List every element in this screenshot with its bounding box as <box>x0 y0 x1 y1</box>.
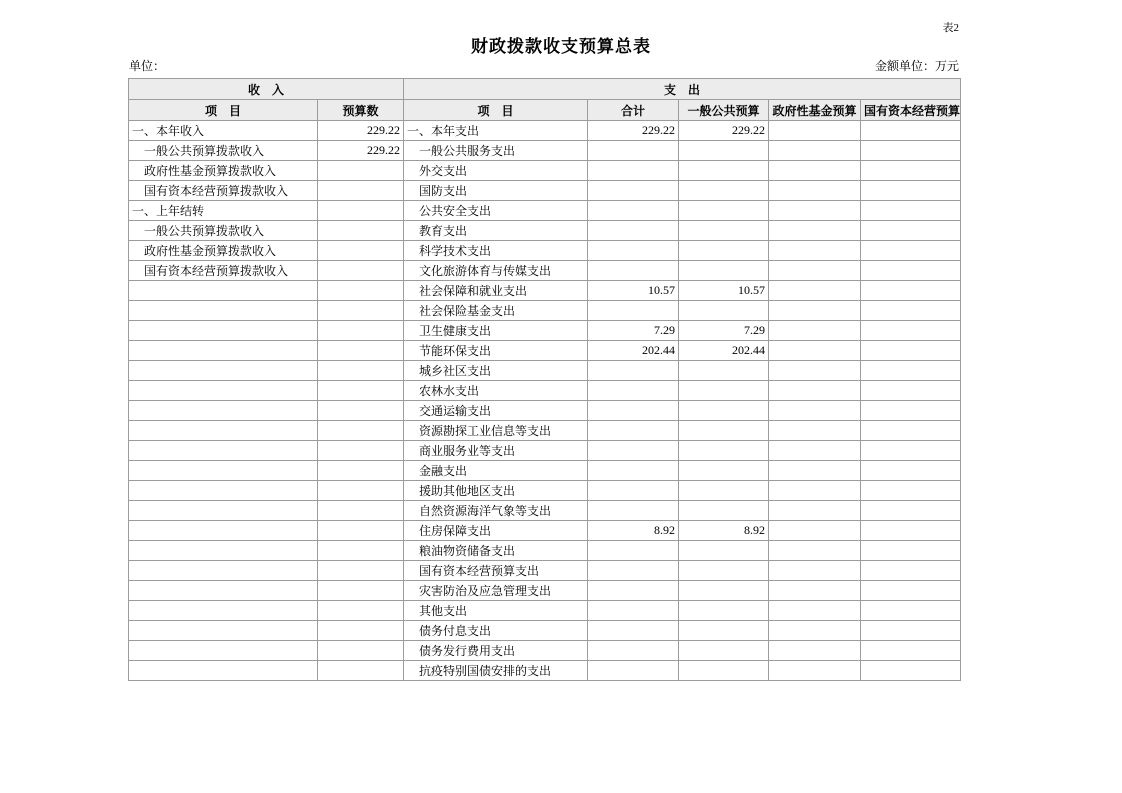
expense-item-cell: 外交支出 <box>404 161 588 181</box>
expense-total-cell <box>588 661 679 681</box>
expense-gov-fund-cell <box>769 141 861 161</box>
expense-item-cell: 科学技术支出 <box>404 241 588 261</box>
expense-general-public-cell: 202.44 <box>679 341 769 361</box>
expense-state-capital-cell <box>861 201 961 221</box>
income-item-cell <box>129 281 318 301</box>
income-budget-cell <box>318 221 404 241</box>
expense-general-public-cell <box>679 141 769 161</box>
expense-gov-fund-cell <box>769 301 861 321</box>
expense-gov-fund-cell <box>769 241 861 261</box>
income-budget-cell <box>318 481 404 501</box>
table-row <box>129 621 961 641</box>
income-budget-cell <box>318 381 404 401</box>
table-body <box>129 121 961 681</box>
column-header-row <box>129 100 961 121</box>
income-item-cell <box>129 321 318 341</box>
expense-general-public-cell <box>679 261 769 281</box>
income-budget-cell <box>318 281 404 301</box>
income-budget-cell: 229.22 <box>318 121 404 141</box>
expense-general-public-cell <box>679 461 769 481</box>
income-budget-cell <box>318 541 404 561</box>
income-item-cell <box>129 421 318 441</box>
expense-gov-fund-cell <box>769 381 861 401</box>
income-item-cell: 国有资本经营预算拨款收入 <box>129 261 318 281</box>
expense-general-public-cell <box>679 161 769 181</box>
unit-label: 单位： <box>129 59 166 73</box>
expense-item-cell: 社会保障和就业支出 <box>404 281 588 301</box>
income-item-cell <box>129 381 318 401</box>
income-budget-cell <box>318 521 404 541</box>
expense-gov-fund-cell <box>769 481 861 501</box>
expense-total-cell <box>588 581 679 601</box>
expense-state-capital-cell <box>861 121 961 141</box>
table-row <box>129 201 961 221</box>
expense-item-cell: 城乡社区支出 <box>404 361 588 381</box>
income-budget-cell <box>318 421 404 441</box>
expense-general-public-cell <box>679 581 769 601</box>
expense-gov-fund-cell <box>769 201 861 221</box>
expense-total-cell <box>588 601 679 621</box>
income-budget-cell <box>318 261 404 281</box>
income-budget-cell <box>318 461 404 481</box>
expense-total-cell <box>588 401 679 421</box>
income-item-cell <box>129 521 318 541</box>
income-item-cell: 国有资本经营预算拨款收入 <box>129 181 318 201</box>
expense-state-capital-cell <box>861 321 961 341</box>
expense-item-cell: 一般公共服务支出 <box>404 141 588 161</box>
expense-total-cell <box>588 501 679 521</box>
income-budget-cell <box>318 581 404 601</box>
income-item-cell <box>129 661 318 681</box>
expense-gov-fund-cell <box>769 461 861 481</box>
expense-state-capital-cell <box>861 401 961 421</box>
table-row <box>129 341 961 361</box>
income-item-cell: 一、本年收入 <box>129 121 318 141</box>
col-header-state-capital: 国有资本经营预算 <box>861 100 961 121</box>
expense-gov-fund-cell <box>769 161 861 181</box>
expense-state-capital-cell <box>861 281 961 301</box>
expense-item-cell: 教育支出 <box>404 221 588 241</box>
expense-item-cell: 债务付息支出 <box>404 621 588 641</box>
table-row <box>129 481 961 501</box>
expense-general-public-cell <box>679 561 769 581</box>
expense-state-capital-cell <box>861 381 961 401</box>
expense-state-capital-cell <box>861 361 961 381</box>
expense-state-capital-cell <box>861 241 961 261</box>
expense-gov-fund-cell <box>769 521 861 541</box>
table-row <box>129 241 961 261</box>
col-header-income-item: 项 目 <box>129 100 318 121</box>
income-item-cell <box>129 581 318 601</box>
expense-total-cell <box>588 481 679 501</box>
table-row <box>129 561 961 581</box>
table-row <box>129 581 961 601</box>
expense-state-capital-cell <box>861 141 961 161</box>
expense-total-cell <box>588 181 679 201</box>
income-group-header: 收 入 <box>129 79 404 100</box>
table-header <box>129 79 961 121</box>
expense-general-public-cell: 7.29 <box>679 321 769 341</box>
expense-state-capital-cell <box>861 221 961 241</box>
income-item-cell <box>129 341 318 361</box>
expense-general-public-cell: 229.22 <box>679 121 769 141</box>
expense-total-cell: 8.92 <box>588 521 679 541</box>
table-row <box>129 181 961 201</box>
expense-state-capital-cell <box>861 601 961 621</box>
income-item-cell: 一般公共预算拨款收入 <box>129 221 318 241</box>
expense-gov-fund-cell <box>769 281 861 301</box>
expense-total-cell <box>588 241 679 261</box>
expense-item-cell: 交通运输支出 <box>404 401 588 421</box>
expense-total-cell: 7.29 <box>588 321 679 341</box>
expense-total-cell: 229.22 <box>588 121 679 141</box>
expense-state-capital-cell <box>861 481 961 501</box>
income-item-cell <box>129 561 318 581</box>
income-item-cell <box>129 461 318 481</box>
expense-item-cell: 商业服务业等支出 <box>404 441 588 461</box>
expense-gov-fund-cell <box>769 221 861 241</box>
income-budget-cell <box>318 201 404 221</box>
table-row <box>129 361 961 381</box>
expense-general-public-cell <box>679 501 769 521</box>
income-budget-cell <box>318 341 404 361</box>
income-budget-cell <box>318 561 404 581</box>
income-budget-cell: 229.22 <box>318 141 404 161</box>
expense-gov-fund-cell <box>769 661 861 681</box>
table-row <box>129 601 961 621</box>
income-budget-cell <box>318 601 404 621</box>
table-row <box>129 281 961 301</box>
expense-gov-fund-cell <box>769 181 861 201</box>
table-row <box>129 321 961 341</box>
expense-item-cell: 其他支出 <box>404 601 588 621</box>
expense-item-cell: 一、本年支出 <box>404 121 588 141</box>
income-budget-cell <box>318 301 404 321</box>
expense-general-public-cell <box>679 201 769 221</box>
expense-state-capital-cell <box>861 441 961 461</box>
expense-item-cell: 灾害防治及应急管理支出 <box>404 581 588 601</box>
expense-general-public-cell <box>679 541 769 561</box>
income-budget-cell <box>318 321 404 341</box>
expense-state-capital-cell <box>861 561 961 581</box>
expense-state-capital-cell <box>861 661 961 681</box>
table-row <box>129 521 961 541</box>
table-row <box>129 661 961 681</box>
expense-item-cell: 资源勘探工业信息等支出 <box>404 421 588 441</box>
group-header-row <box>129 79 961 100</box>
table-row <box>129 541 961 561</box>
expense-state-capital-cell <box>861 461 961 481</box>
expense-total-cell <box>588 381 679 401</box>
expense-gov-fund-cell <box>769 601 861 621</box>
expense-gov-fund-cell <box>769 581 861 601</box>
page-title: 财政拨款收支预算总表 <box>471 37 651 56</box>
expense-gov-fund-cell <box>769 561 861 581</box>
col-header-general-public: 一般公共预算 <box>679 100 769 121</box>
income-item-cell: 政府性基金预算拨款收入 <box>129 161 318 181</box>
expense-gov-fund-cell <box>769 321 861 341</box>
expense-item-cell: 社会保险基金支出 <box>404 301 588 321</box>
expense-general-public-cell <box>679 601 769 621</box>
expense-gov-fund-cell <box>769 341 861 361</box>
expense-general-public-cell <box>679 641 769 661</box>
expense-state-capital-cell <box>861 541 961 561</box>
expense-state-capital-cell <box>861 341 961 361</box>
expense-gov-fund-cell <box>769 361 861 381</box>
expense-total-cell <box>588 261 679 281</box>
expense-item-cell: 金融支出 <box>404 461 588 481</box>
income-item-cell <box>129 601 318 621</box>
income-budget-cell <box>318 641 404 661</box>
expense-general-public-cell <box>679 181 769 201</box>
income-item-cell: 一、上年结转 <box>129 201 318 221</box>
expense-item-cell: 公共安全支出 <box>404 201 588 221</box>
expense-state-capital-cell <box>861 581 961 601</box>
table-row <box>129 221 961 241</box>
col-header-expense-item: 项 目 <box>404 100 588 121</box>
table-row <box>129 121 961 141</box>
table-row <box>129 441 961 461</box>
budget-table <box>128 78 961 681</box>
table-row <box>129 501 961 521</box>
expense-general-public-cell <box>679 221 769 241</box>
expense-general-public-cell <box>679 301 769 321</box>
expense-general-public-cell: 8.92 <box>679 521 769 541</box>
expense-total-cell <box>588 421 679 441</box>
table-row <box>129 401 961 421</box>
expense-item-cell: 住房保障支出 <box>404 521 588 541</box>
expense-gov-fund-cell <box>769 641 861 661</box>
expense-general-public-cell <box>679 621 769 641</box>
income-item-cell <box>129 501 318 521</box>
table-row <box>129 161 961 181</box>
expense-item-cell: 文化旅游体育与传媒支出 <box>404 261 588 281</box>
expense-item-cell: 卫生健康支出 <box>404 321 588 341</box>
expense-gov-fund-cell <box>769 441 861 461</box>
expense-general-public-cell <box>679 481 769 501</box>
table-row <box>129 381 961 401</box>
table-row <box>129 461 961 481</box>
income-budget-cell <box>318 441 404 461</box>
amount-unit-label: 金额单位：万元 <box>874 59 959 73</box>
expense-gov-fund-cell <box>769 261 861 281</box>
expense-general-public-cell <box>679 401 769 421</box>
expense-item-cell: 国有资本经营预算支出 <box>404 561 588 581</box>
expense-total-cell <box>588 641 679 661</box>
income-item-cell <box>129 441 318 461</box>
expense-state-capital-cell <box>861 261 961 281</box>
col-header-total: 合计 <box>588 100 679 121</box>
col-header-budget: 预算数 <box>318 100 404 121</box>
meta-row <box>129 58 959 74</box>
table-row <box>129 261 961 281</box>
income-item-cell <box>129 541 318 561</box>
income-budget-cell <box>318 161 404 181</box>
table-row <box>129 301 961 321</box>
expense-state-capital-cell <box>861 501 961 521</box>
expense-state-capital-cell <box>861 521 961 541</box>
expense-general-public-cell <box>679 661 769 681</box>
expense-item-cell: 粮油物资储备支出 <box>404 541 588 561</box>
income-budget-cell <box>318 241 404 261</box>
expense-item-cell: 抗疫特别国债安排的支出 <box>404 661 588 681</box>
expense-item-cell: 节能环保支出 <box>404 341 588 361</box>
expense-gov-fund-cell <box>769 121 861 141</box>
expense-state-capital-cell <box>861 641 961 661</box>
expense-total-cell <box>588 541 679 561</box>
expense-gov-fund-cell <box>769 621 861 641</box>
income-budget-cell <box>318 181 404 201</box>
expense-general-public-cell: 10.57 <box>679 281 769 301</box>
income-budget-cell <box>318 361 404 381</box>
expense-total-cell: 10.57 <box>588 281 679 301</box>
income-budget-cell <box>318 621 404 641</box>
expense-total-cell <box>588 561 679 581</box>
expense-total-cell <box>588 141 679 161</box>
expense-general-public-cell <box>679 381 769 401</box>
expense-total-cell <box>588 201 679 221</box>
expense-total-cell <box>588 441 679 461</box>
income-budget-cell <box>318 401 404 421</box>
expense-item-cell: 农林水支出 <box>404 381 588 401</box>
expense-state-capital-cell <box>861 161 961 181</box>
expense-total-cell <box>588 461 679 481</box>
expense-state-capital-cell <box>861 181 961 201</box>
income-item-cell <box>129 401 318 421</box>
income-item-cell <box>129 641 318 661</box>
expense-gov-fund-cell <box>769 421 861 441</box>
income-item-cell <box>129 361 318 381</box>
col-header-gov-fund: 政府性基金预算 <box>769 100 861 121</box>
expense-gov-fund-cell <box>769 501 861 521</box>
expense-group-header: 支 出 <box>404 79 961 100</box>
expense-total-cell <box>588 161 679 181</box>
expense-total-cell <box>588 301 679 321</box>
expense-state-capital-cell <box>861 421 961 441</box>
income-budget-cell <box>318 661 404 681</box>
table-row <box>129 421 961 441</box>
expense-general-public-cell <box>679 361 769 381</box>
expense-gov-fund-cell <box>769 541 861 561</box>
expense-state-capital-cell <box>861 621 961 641</box>
income-item-cell <box>129 481 318 501</box>
expense-item-cell: 自然资源海洋气象等支出 <box>404 501 588 521</box>
expense-gov-fund-cell <box>769 401 861 421</box>
income-item-cell <box>129 301 318 321</box>
expense-state-capital-cell <box>861 301 961 321</box>
expense-general-public-cell <box>679 441 769 461</box>
expense-total-cell <box>588 361 679 381</box>
table-row <box>129 641 961 661</box>
income-item-cell: 政府性基金预算拨款收入 <box>129 241 318 261</box>
table-number-tag: 表2 <box>942 22 959 34</box>
expense-general-public-cell <box>679 421 769 441</box>
expense-general-public-cell <box>679 241 769 261</box>
income-item-cell: 一般公共预算拨款收入 <box>129 141 318 161</box>
expense-item-cell: 援助其他地区支出 <box>404 481 588 501</box>
expense-item-cell: 债务发行费用支出 <box>404 641 588 661</box>
table-row <box>129 141 961 161</box>
income-budget-cell <box>318 501 404 521</box>
income-item-cell <box>129 621 318 641</box>
expense-total-cell <box>588 221 679 241</box>
expense-total-cell: 202.44 <box>588 341 679 361</box>
expense-item-cell: 国防支出 <box>404 181 588 201</box>
expense-total-cell <box>588 621 679 641</box>
